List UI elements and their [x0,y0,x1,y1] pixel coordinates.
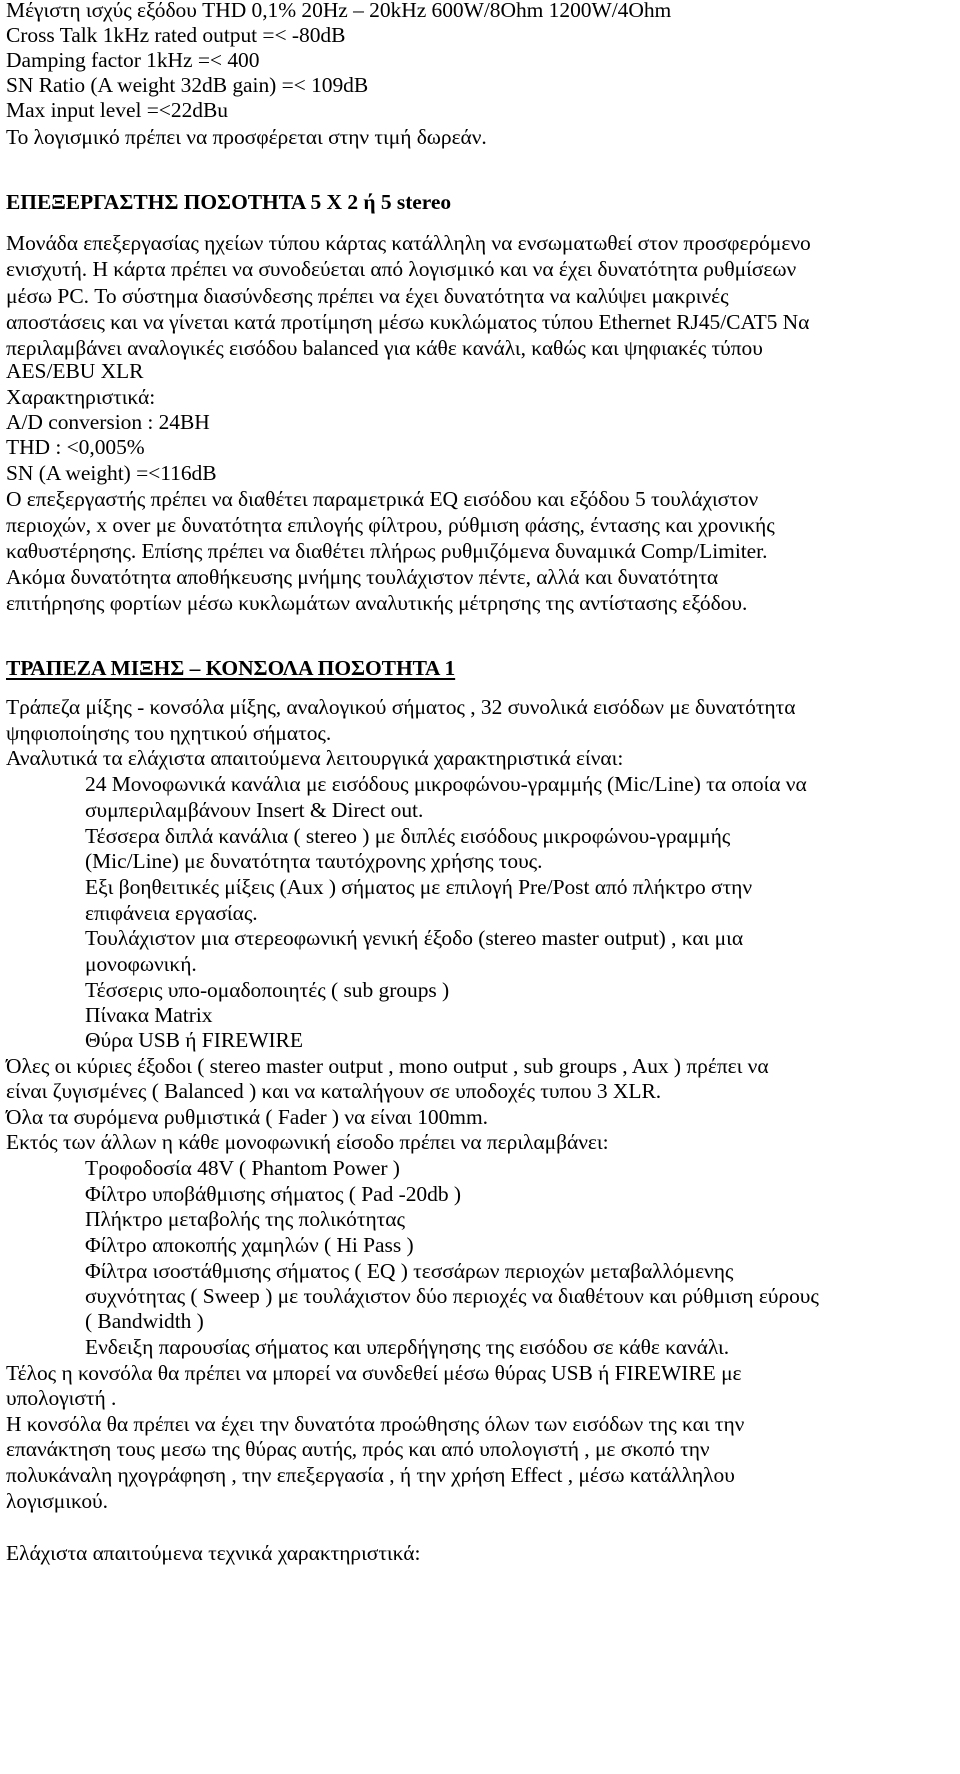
list-item: μονοφωνική. [85,952,197,976]
list-item: Ενδειξη παρουσίας σήματος και υπερδήγησης της εισόδου σε κάθε κανάλι. [85,1335,730,1359]
paragraph-line: SN (A weight) =<116dB [6,461,217,485]
paragraph-line: Εκτός των άλλων η κάθε μονοφωνική είσοδο πρέπει να περιλαμβάνει: [6,1130,609,1154]
paragraph-line: Χαρακτηριστικά: [6,385,156,409]
list-item: Εξι βοηθειτικές μίξεις (Aux ) σήματος με επιλογή Pre/Post από πλήκτρο στην [85,875,753,899]
list-item: Πλήκτρο μεταβολής της πολικότητας [85,1207,405,1231]
paragraph-line: περιλαμβάνει αναλογικές εισόδου balanced για κάθε κανάλι, καθώς και ψηφιακές τύπου [6,336,763,360]
paragraph-line: λογισμικού. [6,1489,108,1513]
paragraph-line: Ακόμα δυνατότητα αποθήκευσης μνήμης τουλάχιστον πέντε, αλλά και δυνατότητα [6,565,719,589]
paragraph-line: είναι ζυγισμένες ( Balanced ) και να καταλήγουν σε υποδοχές τυπου 3 XLR. [6,1079,662,1103]
list-item: Τροφοδοσία 48V ( Phantom Power ) [85,1156,400,1180]
spec-line: Μέγιστη ισχύς εξόδου THD 0,1% 20Hz – 20kHz 600W/8Ohm 1200W/4Ohm [6,0,672,22]
list-item: Τέσσερα διπλά κανάλια ( stereo ) με διπλές εισόδους μικροφώνου-γραμμής [85,824,731,848]
list-item: (Mic/Line) με δυνατότητα ταυτόχρονης χρήσης τους. [85,849,543,873]
list-item: Θύρα USB ή FIREWIRE [85,1028,303,1052]
list-item: Φίλτρο αποκοπής χαμηλών ( Hi Pass ) [85,1233,414,1257]
paragraph-line: Η κονσόλα θα πρέπει να έχει την δυνατότα προώθησης όλων των εισόδων της και την [6,1412,745,1436]
spec-line: Cross Talk 1kHz rated output =< -80dB [6,23,346,47]
processor-heading: ΕΠΕΞΕΡΓΑΣΤΗΣ ΠΟΣΟΤΗΤΑ 5 Χ 2 ή 5 stereo [6,190,452,214]
paragraph-line: A/D conversion : 24BH [6,410,210,434]
paragraph-line: THD : <0,005% [6,435,145,459]
paragraph-line: Όλα τα συρόμενα ρυθμιστικά ( Fader ) να είναι 100mm. [6,1105,488,1129]
paragraph-line: μέσω PC. Το σύστημα διασύνδεσης πρέπει να έχει δυνατότητα να καλύψει μακρινές [6,284,729,308]
list-item: Τουλάχιστον μια στερεοφωνική γενική έξοδο (stereo master output) , και μια [85,926,744,950]
paragraph-line: περιοχών, x over με δυνατότητα επιλογής φίλτρου, ρύθμιση φάσης, έντασης και χρονικής [6,513,775,537]
spec-line: Το λογισμικό πρέπει να προσφέρεται στην τιμή δωρεάν. [6,125,487,149]
paragraph-line: Όλες οι κύριες έξοδοι ( stereo master output , mono output , sub groups , Aux ) πρέπει να [6,1054,769,1078]
paragraph-line: επανάκτηση τους μεσω της θύρας αυτής, πρός και από υπολογιστή , με σκοπό την [6,1437,710,1461]
paragraph-line: υπολογιστή . [6,1386,117,1410]
list-item: Φίλτρα ισοστάθμισης σήματος ( EQ ) τεσσάρων περιοχών μεταβαλλόμενης [85,1259,734,1283]
mixer-heading: ΤΡΑΠΕΖΑ ΜΙΞΗΣ – ΚΟΝΣΟΛΑ ΠΟΣΟΤΗΤΑ 1 [6,656,456,680]
paragraph-line: καθυστέρησης. Επίσης πρέπει να διαθέτει πλήρως ρυθμιζόμενα δυναμικά Comp/Limiter. [6,539,768,563]
list-item: Φίλτρο υποβάθμισης σήματος ( Pad -20db ) [85,1182,461,1206]
paragraph-line: Τέλος η κονσόλα θα πρέπει να μπορεί να συνδεθεί μέσω θύρας USB ή FIREWIRE με [6,1361,742,1385]
list-item: επιφάνεια εργασίας. [85,901,258,925]
paragraph-line: Ο επεξεργαστής πρέπει να διαθέτει παραμετρικά EQ εισόδου και εξόδου 5 τουλάχιστον [6,487,759,511]
spec-line: Max input level =<22dBu [6,98,228,122]
paragraph-line: ψηφιοποίησης του ηχητικού σήματος. [6,721,332,745]
paragraph-line: Τράπεζα μίξης - κονσόλα μίξης, αναλογικού σήματος , 32 συνολικά εισόδων με δυνατότητα [6,695,796,719]
list-item: Τέσσερις υπο-ομαδοποιητές ( sub groups ) [85,978,450,1002]
list-item: 24 Μονοφωνικά κανάλια με εισόδους μικροφώνου-γραμμής (Mic/Line) τα οποία να [85,772,807,796]
paragraph-line: AES/EBU XLR [6,359,144,383]
paragraph-line: Ελάχιστα απαιτούμενα τεχνικά χαρακτηριστικά: [6,1541,421,1565]
list-item: ( Bandwidth ) [85,1309,204,1333]
paragraph-line: Μονάδα επεξεργασίας ηχείων τύπου κάρτας κατάλληλη να ενσωματωθεί στον προσφερόμενο [6,231,811,255]
paragraph-line: ενισχυτή. Η κάρτα πρέπει να συνοδεύεται από λογισμικό και να έχει δυνατότητα ρυθμίσεων [6,257,797,281]
spec-line: Damping factor 1kHz =< 400 [6,48,260,72]
list-item: συχνότητας ( Sweep ) με τουλάχιστον δύο περιοχές να διαθέτουν και ρύθμιση εύρους [85,1284,819,1308]
spec-line: SN Ratio (A weight 32dB gain) =< 109dB [6,73,369,97]
list-item: συμπεριλαμβάνουν Insert & Direct out. [85,798,424,822]
paragraph-line: πολυκάναλη ηχογράφηση , την επεξεργασία , ή την χρήση Effect , μέσω κατάλληλου [6,1463,735,1487]
list-item: Πίνακα Matrix [85,1003,213,1027]
paragraph-line: Αναλυτικά τα ελάχιστα απαιτούμενα λειτουργικά χαρακτηριστικά είναι: [6,746,624,770]
paragraph-line: επιτήρησης φορτίων μέσω κυκλωμάτων αναλυτικής μέτρησης της αντίστασης εξόδου. [6,591,748,615]
paragraph-line: αποστάσεις και να γίνεται κατά προτίμηση μέσω κυκλώματος τύπου Ethernet RJ45/CAT5 Να [6,310,810,334]
